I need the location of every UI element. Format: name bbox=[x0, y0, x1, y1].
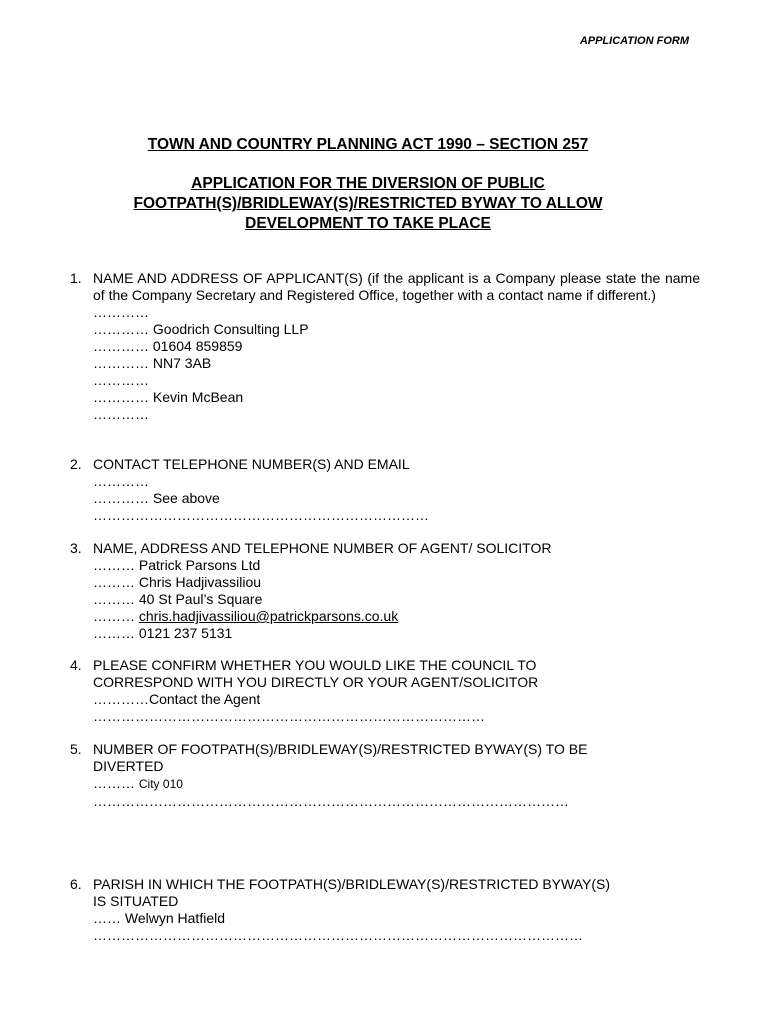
application-title bbox=[0, 174, 736, 234]
section-footpath-number bbox=[70, 741, 700, 810]
section-question-line: PLEASE CONFIRM WHETHER YOU WOULD LIKE THE COUNCIL TO bbox=[93, 657, 537, 673]
answer-line: ………… Kevin McBean bbox=[93, 389, 244, 405]
application-title-line: DEVELOPMENT TO TAKE PLACE bbox=[245, 215, 491, 232]
form-header-label: APPLICATION FORM bbox=[579, 35, 689, 47]
section-question: NAME AND ADDRESS OF APPLICANT(S) (if the applicant is a Company please state the name of the Company Secretary and Registered Office, together with a contact name if different.) bbox=[93, 270, 700, 303]
section-question-line: DIVERTED bbox=[93, 758, 164, 774]
answer-line: ………… Goodrich Consulting LLP bbox=[93, 321, 309, 337]
answer-line: ………… bbox=[93, 304, 149, 320]
answer-value: City 010 bbox=[138, 777, 183, 791]
section-parish bbox=[70, 876, 700, 944]
answer-line: ………… NN7 3AB bbox=[93, 355, 212, 371]
answer-prefix: ……… bbox=[93, 608, 139, 624]
section-question-line: CORRESPOND WITH YOU DIRECTLY OR YOUR AGENT/SOLICITOR bbox=[93, 674, 539, 690]
section-correspondence bbox=[70, 657, 700, 725]
section-contact bbox=[70, 456, 700, 524]
section-question: CONTACT TELEPHONE NUMBER(S) AND EMAIL bbox=[93, 456, 410, 472]
section-number: 1. bbox=[70, 270, 82, 286]
section-question-line: NUMBER OF FOOTPATH(S)/BRIDLEWAY(S)/RESTRICTED BYWAY(S) TO BE bbox=[93, 741, 588, 757]
section-applicant bbox=[70, 270, 700, 423]
answer-line bbox=[93, 775, 700, 793]
section-number: 3. bbox=[70, 540, 82, 556]
section-question-line: PARISH IN WHICH THE FOOTPATH(S)/BRIDLEWAY(S)/RESTRICTED BYWAY(S) bbox=[93, 876, 610, 892]
answer-line-email bbox=[93, 608, 700, 625]
answer-line: ………… See above bbox=[93, 490, 220, 506]
answer-line: ………………………………………………………………………… bbox=[93, 708, 485, 724]
section-number: 6. bbox=[70, 876, 82, 892]
answer-line: …… Welwyn Hatfield bbox=[93, 910, 226, 926]
answer-line: ………………………………………………………………………………………… bbox=[93, 793, 569, 809]
answer-line: ………… bbox=[93, 473, 149, 489]
answer-line: ……… Patrick Parsons Ltd bbox=[93, 557, 261, 573]
answer-line: ……… 0121 237 5131 bbox=[93, 625, 233, 641]
act-title: TOWN AND COUNTRY PLANNING ACT 1990 – SECTION 257 bbox=[147, 136, 589, 153]
section-question-line: IS SITUATED bbox=[93, 893, 179, 909]
answer-line: ………… bbox=[93, 372, 149, 388]
application-title-line: FOOTPATH(S)/BRIDLEWAY(S)/RESTRICTED BYWAY TO ALLOW bbox=[133, 195, 603, 212]
section-number: 2. bbox=[70, 456, 82, 472]
answer-prefix: ……… bbox=[93, 775, 139, 791]
answer-line: ……… 40 St Paul’s Square bbox=[93, 591, 263, 607]
answer-line: …………………………………………………………………………………………… bbox=[93, 927, 583, 943]
section-agent bbox=[70, 540, 700, 642]
answer-line: ……… Chris Hadjivassiliou bbox=[93, 574, 262, 590]
answer-line: ………… bbox=[93, 406, 149, 422]
application-title-line: APPLICATION FOR THE DIVERSION OF PUBLIC bbox=[191, 175, 545, 192]
section-number: 4. bbox=[70, 657, 82, 673]
answer-line: ………… 01604 859859 bbox=[93, 338, 243, 354]
answer-line: …………Contact the Agent bbox=[93, 691, 261, 707]
section-question: NAME, ADDRESS AND TELEPHONE NUMBER OF AGENT/ SOLICITOR bbox=[93, 540, 552, 556]
answer-line: ……………………………………………………………… bbox=[93, 507, 429, 523]
section-number: 5. bbox=[70, 741, 82, 757]
agent-email-link[interactable]: chris.hadjivassiliou@patrickparsons.co.uk bbox=[138, 608, 399, 624]
